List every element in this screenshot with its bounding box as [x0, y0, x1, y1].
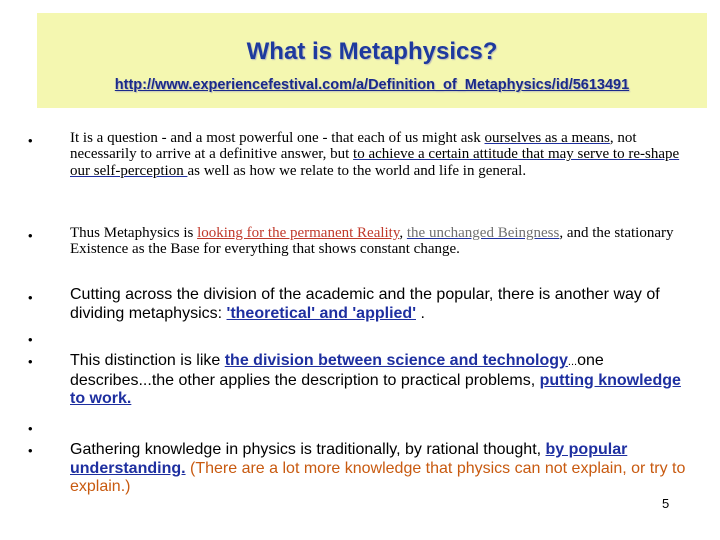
- bullet-3-text-a: Cutting across the division of the academic and the popular, there is another way of dividing metaphysics:: [70, 286, 660, 322]
- bullet-3-link-theoretical-applied[interactable]: 'theoretical' and 'applied': [226, 304, 416, 322]
- bullet-item-4: [70, 352, 690, 409]
- bullet-3-text-b: .: [416, 304, 425, 322]
- bullet-4-ellipsis: ...: [567, 356, 578, 368]
- bullet-marker: •: [28, 133, 33, 148]
- page-number: 5: [662, 496, 670, 511]
- bullet-2-link-reality[interactable]: looking for the permanent Reality: [197, 225, 400, 241]
- bullet-5-link-popular-understanding[interactable]: by popular understanding.: [70, 441, 628, 477]
- bullet-1-text-a: It is a question - and a most powerful one - that each of us might ask: [70, 130, 485, 146]
- bullet-marker: •: [28, 290, 33, 305]
- bullet-1-text-c: as well as how we relate to the world and life in general.: [187, 162, 527, 179]
- bullet-item-5: [70, 441, 690, 497]
- bullet-marker: •: [28, 332, 33, 347]
- bullet-item-3: [70, 286, 690, 323]
- bullet-2-text-b: ,: [399, 225, 407, 241]
- bullet-item-2: [70, 225, 690, 258]
- bullet-5-text-b: (There are a lot more knowledge that physics can not explain, or try to explain.): [70, 459, 686, 495]
- bullet-4-link-science-technology[interactable]: the division between science and technology: [224, 352, 568, 369]
- page-title: What is Metaphysics?: [246, 38, 498, 65]
- title-banner: [37, 13, 707, 108]
- bullet-marker: •: [28, 421, 33, 436]
- bullet-marker: •: [28, 354, 33, 369]
- bullet-2-text-a: Thus Metaphysics is: [70, 225, 198, 241]
- bullet-2-text-c: , and the stationary Existence as the Base for everything that shows constant change.: [70, 225, 674, 258]
- source-url-link[interactable]: http://www.experiencefestival.com/a/Definition_of_Metaphysics/id/5613491: [114, 77, 630, 93]
- bullet-4-text-b: one describes...the other applies the description to practical problems,: [70, 352, 604, 389]
- bullet-marker: •: [28, 443, 33, 458]
- bullet-1-link-attitude[interactable]: to achieve a certain attitude that may serve to re-shape our self-perception: [70, 146, 680, 179]
- bullet-2-link-beingness[interactable]: the unchanged Beingness: [406, 225, 560, 241]
- bullet-4-link-knowledge-work[interactable]: putting knowledge to work.: [70, 371, 681, 407]
- bullet-1-text-b: , not necessarily to arrive at a definitive answer, but: [70, 130, 637, 163]
- bullet-marker: •: [28, 228, 33, 243]
- bullet-5-text-a: Gathering knowledge in physics is traditionally, by rational thought,: [70, 441, 546, 458]
- bullet-1-link-means[interactable]: ourselves as a means: [484, 130, 610, 146]
- bullet-item-1: [70, 130, 690, 179]
- bullet-4-text-a: This distinction is like: [70, 352, 225, 369]
